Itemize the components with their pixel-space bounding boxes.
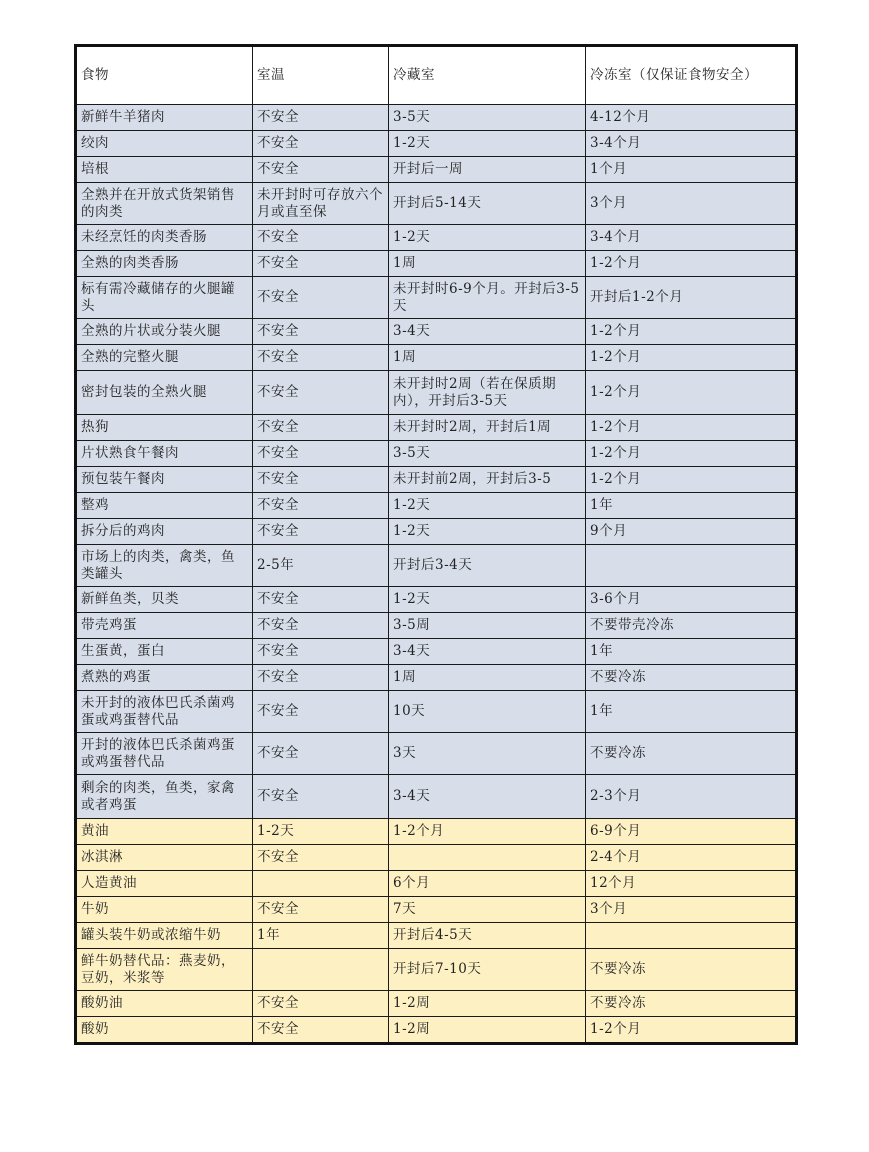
table-row [76,545,797,587]
room-temp-cell [253,871,389,897]
table-row [76,493,797,519]
refrigerator-cell: 开封后一周 [389,157,586,183]
food-cell: 预包装午餐肉 [76,467,253,493]
room-temp-cell: 不安全 [253,897,389,923]
table-row [76,923,797,949]
room-temp-cell: 不安全 [253,415,389,441]
refrigerator-cell: 1-2天 [389,587,586,613]
table-row [76,415,797,441]
food-cell: 开封的液体巴氏杀菌鸡蛋或鸡蛋替代品 [76,733,253,775]
freezer-cell: 9个月 [586,519,797,545]
room-temp-cell: 不安全 [253,345,389,371]
freezer-cell: 3个月 [586,897,797,923]
freezer-cell: 不要冷冻 [586,733,797,775]
freezer-cell: 1-2个月 [586,251,797,277]
table-row [76,733,797,775]
freezer-cell: 3-4个月 [586,131,797,157]
food-storage-table [74,44,798,1045]
room-temp-cell: 不安全 [253,691,389,733]
table-row [76,345,797,371]
table-row [76,639,797,665]
room-temp-cell: 不安全 [253,319,389,345]
food-cell: 全熟的片状或分装火腿 [76,319,253,345]
table-row [76,691,797,733]
room-temp-cell: 不安全 [253,277,389,319]
refrigerator-cell: 1-2天 [389,493,586,519]
food-cell: 市场上的肉类，禽类，鱼类罐头 [76,545,253,587]
freezer-cell: 3-4个月 [586,225,797,251]
table-row [76,665,797,691]
refrigerator-cell: 1-2周 [389,991,586,1017]
table-row [76,897,797,923]
refrigerator-cell: 1-2周 [389,1017,586,1044]
food-cell: 培根 [76,157,253,183]
freezer-cell: 1-2个月 [586,345,797,371]
refrigerator-cell: 开封后5-14天 [389,183,586,225]
refrigerator-cell: 10天 [389,691,586,733]
food-cell: 酸奶油 [76,991,253,1017]
freezer-cell: 不要冷冻 [586,949,797,991]
refrigerator-cell: 3-5天 [389,105,586,131]
food-cell: 全熟的肉类香肠 [76,251,253,277]
table-row [76,587,797,613]
table-row [76,775,797,819]
room-temp-cell: 不安全 [253,371,389,415]
food-cell: 绞肉 [76,131,253,157]
room-temp-cell: 2-5年 [253,545,389,587]
freezer-cell: 1年 [586,691,797,733]
table-row [76,157,797,183]
table-row [76,277,797,319]
refrigerator-cell: 3-5周 [389,613,586,639]
freezer-cell: 1-2个月 [586,441,797,467]
food-cell: 生蛋黄，蛋白 [76,639,253,665]
table-row [76,319,797,345]
freezer-cell: 2-4个月 [586,845,797,871]
room-temp-cell: 不安全 [253,131,389,157]
refrigerator-cell: 1周 [389,251,586,277]
refrigerator-cell: 1-2个月 [389,819,586,845]
table-row [76,225,797,251]
freezer-cell: 1-2个月 [586,319,797,345]
refrigerator-cell: 3-4天 [389,775,586,819]
room-temp-cell: 1-2天 [253,819,389,845]
food-cell: 罐头装牛奶或浓缩牛奶 [76,923,253,949]
refrigerator-cell: 未开封前2周，开封后3-5 [389,467,586,493]
room-temp-cell: 不安全 [253,665,389,691]
room-temp-cell: 不安全 [253,225,389,251]
refrigerator-cell: 未开封时6-9个月。开封后3-5天 [389,277,586,319]
freezer-cell: 6-9个月 [586,819,797,845]
freezer-cell: 不要冷冻 [586,991,797,1017]
room-temp-cell: 不安全 [253,587,389,613]
food-cell: 人造黄油 [76,871,253,897]
food-cell: 剩余的肉类，鱼类，家禽或者鸡蛋 [76,775,253,819]
refrigerator-cell: 7天 [389,897,586,923]
refrigerator-cell [389,845,586,871]
header-freezer: 冷冻室（仅保证食物安全） [586,46,797,105]
food-cell: 鲜牛奶替代品：燕麦奶，豆奶，米浆等 [76,949,253,991]
table-row [76,441,797,467]
food-cell: 未经烹饪的肉类香肠 [76,225,253,251]
room-temp-cell: 不安全 [253,493,389,519]
food-cell: 黄油 [76,819,253,845]
room-temp-cell: 不安全 [253,991,389,1017]
food-cell: 热狗 [76,415,253,441]
room-temp-cell: 不安全 [253,733,389,775]
food-cell: 带壳鸡蛋 [76,613,253,639]
refrigerator-cell: 3天 [389,733,586,775]
refrigerator-cell: 1周 [389,345,586,371]
food-cell: 拆分后的鸡肉 [76,519,253,545]
food-cell: 冰淇淋 [76,845,253,871]
room-temp-cell: 不安全 [253,157,389,183]
freezer-cell: 开封后1-2个月 [586,277,797,319]
freezer-cell: 1-2个月 [586,371,797,415]
table-row [76,183,797,225]
food-cell: 全熟并在开放式货架销售的肉类 [76,183,253,225]
freezer-cell: 3-6个月 [586,587,797,613]
room-temp-cell: 不安全 [253,1017,389,1044]
room-temp-cell: 不安全 [253,441,389,467]
table-row [76,105,797,131]
freezer-cell: 1年 [586,493,797,519]
refrigerator-cell: 1-2天 [389,225,586,251]
table-header-row [76,46,797,105]
freezer-cell [586,923,797,949]
food-cell: 片状熟食午餐肉 [76,441,253,467]
food-cell: 整鸡 [76,493,253,519]
room-temp-cell: 不安全 [253,613,389,639]
room-temp-cell: 不安全 [253,845,389,871]
refrigerator-cell: 3-5天 [389,441,586,467]
refrigerator-cell: 开封后4-5天 [389,923,586,949]
food-cell: 酸奶 [76,1017,253,1044]
food-cell: 新鲜鱼类，贝类 [76,587,253,613]
room-temp-cell: 1年 [253,923,389,949]
freezer-cell: 不要冷冻 [586,665,797,691]
table-row [76,251,797,277]
table-row [76,871,797,897]
table-row [76,819,797,845]
food-cell: 密封包装的全熟火腿 [76,371,253,415]
freezer-cell: 不要带壳冷冻 [586,613,797,639]
table-row [76,467,797,493]
food-cell: 牛奶 [76,897,253,923]
freezer-cell: 1年 [586,639,797,665]
room-temp-cell: 不安全 [253,251,389,277]
refrigerator-cell: 未开封时2周（若在保质期内），开封后3-5天 [389,371,586,415]
room-temp-cell: 不安全 [253,639,389,665]
room-temp-cell: 未开封时可存放六个月或直至保 [253,183,389,225]
room-temp-cell: 不安全 [253,467,389,493]
refrigerator-cell: 3-4天 [389,319,586,345]
refrigerator-cell: 1-2天 [389,131,586,157]
freezer-cell: 12个月 [586,871,797,897]
table-row [76,1017,797,1044]
refrigerator-cell: 6个月 [389,871,586,897]
table-row [76,371,797,415]
freezer-cell: 1-2个月 [586,1017,797,1044]
food-cell: 全熟的完整火腿 [76,345,253,371]
room-temp-cell: 不安全 [253,519,389,545]
freezer-cell: 1-2个月 [586,415,797,441]
header-food: 食物 [76,46,253,105]
room-temp-cell: 不安全 [253,775,389,819]
table-row [76,613,797,639]
room-temp-cell [253,949,389,991]
freezer-cell: 3个月 [586,183,797,225]
freezer-cell: 2-3个月 [586,775,797,819]
table-row [76,519,797,545]
refrigerator-cell: 开封后3-4天 [389,545,586,587]
room-temp-cell: 不安全 [253,105,389,131]
table-row [76,845,797,871]
header-room-temp: 室温 [253,46,389,105]
table-row [76,131,797,157]
freezer-cell: 4-12个月 [586,105,797,131]
refrigerator-cell: 1-2天 [389,519,586,545]
refrigerator-cell: 1周 [389,665,586,691]
refrigerator-cell: 3-4天 [389,639,586,665]
freezer-cell [586,545,797,587]
food-cell: 新鲜牛羊猪肉 [76,105,253,131]
freezer-cell: 1个月 [586,157,797,183]
food-cell: 未开封的液体巴氏杀菌鸡蛋或鸡蛋替代品 [76,691,253,733]
food-cell: 煮熟的鸡蛋 [76,665,253,691]
refrigerator-cell: 开封后7-10天 [389,949,586,991]
table-row [76,991,797,1017]
table-row [76,949,797,991]
food-cell: 标有需冷藏储存的火腿罐头 [76,277,253,319]
refrigerator-cell: 未开封时2周，开封后1周 [389,415,586,441]
header-refrigerator: 冷藏室 [389,46,586,105]
freezer-cell: 1-2个月 [586,467,797,493]
